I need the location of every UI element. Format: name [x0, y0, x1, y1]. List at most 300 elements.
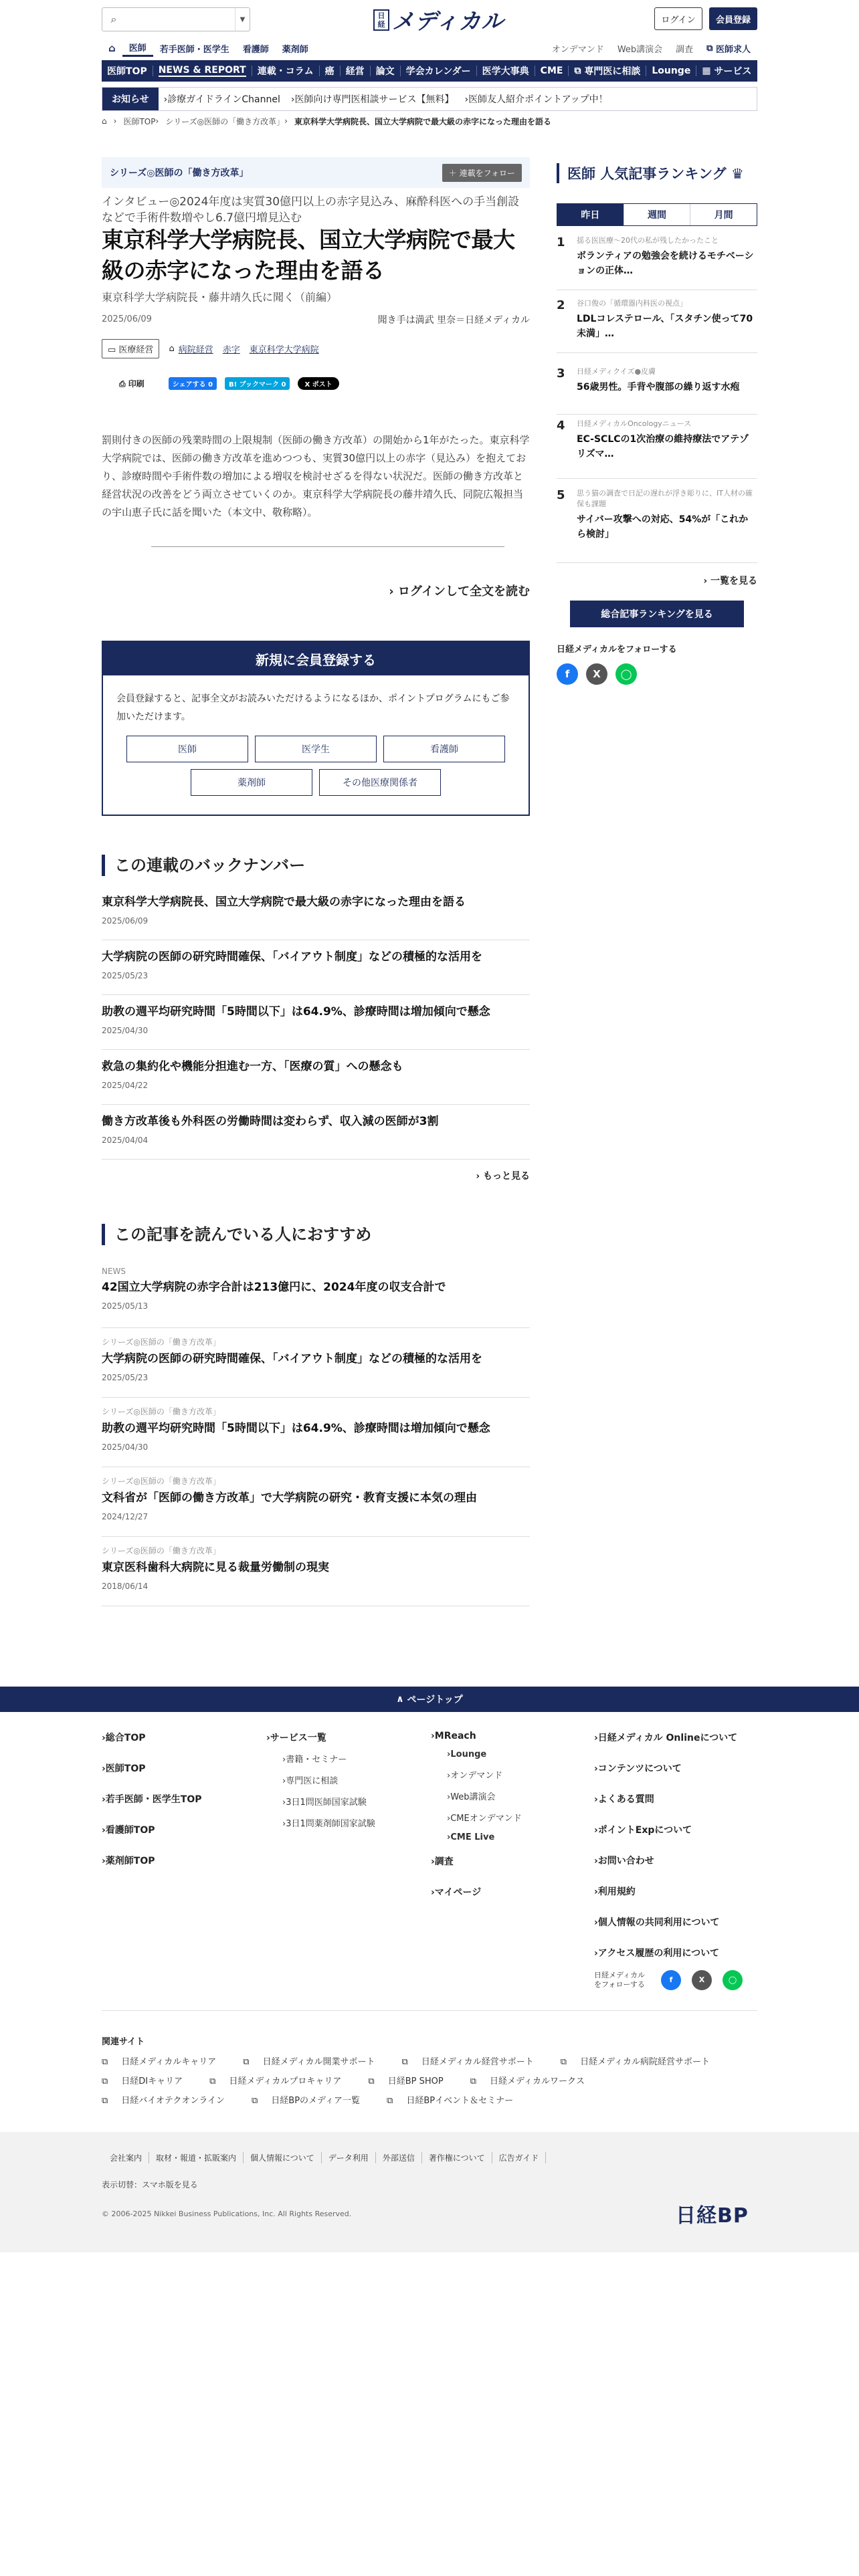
register-box	[102, 641, 530, 816]
ranking-category: 日経メディカルOncologyニュース	[577, 419, 692, 428]
notice-item-label: 診療ガイドラインChannel	[167, 94, 280, 105]
grid-icon: ▦	[702, 66, 714, 76]
folder-icon: ▭	[108, 344, 119, 355]
overall-ranking-button[interactable]: 総合記事ランキングを見る	[570, 601, 744, 627]
nav-job-label: 医師求人	[715, 44, 751, 55]
pagetop-button[interactable]	[0, 1687, 859, 1712]
nav-specialist-label: 専門医に相談	[584, 66, 641, 77]
footer-links	[102, 2152, 546, 2163]
nav-doctor-top[interactable]: 医師TOP	[107, 66, 147, 77]
footer-follow-label: 日経メディカルをフォローする	[594, 1971, 646, 1989]
ranking-number: 1	[557, 235, 565, 249]
register-doctor-button[interactable]: 医師	[126, 736, 248, 762]
chevron-right-icon: ›	[594, 1825, 598, 1836]
article-subtitle: 東京科学大学病院長・藤井靖久氏に聞く（前編）	[102, 291, 338, 304]
register-other-button[interactable]: その他医療関係者	[319, 769, 441, 796]
login-to-read-label: ログインして全文を読む	[397, 584, 530, 599]
nav-series[interactable]: 連載・コラム	[257, 66, 314, 77]
facebook-share-button[interactable]: シェアする 0	[169, 377, 217, 390]
chevron-right-icon: ›	[266, 1733, 270, 1743]
list-item-date: 2025/05/23	[102, 1373, 149, 1382]
footer-link[interactable]	[594, 1761, 737, 1775]
footer-sublink[interactable]	[447, 1768, 522, 1781]
footer-sublink[interactable]	[282, 1752, 375, 1765]
footer-col-1	[102, 1731, 202, 1885]
related-link-label: 日経メディカルキャリア	[121, 2057, 217, 2067]
list-item[interactable]	[102, 1475, 530, 1537]
ranking-item[interactable]	[557, 488, 757, 563]
logo-medical: メディカル	[392, 8, 504, 34]
footer-link[interactable]	[102, 1854, 202, 1867]
chevron-right-icon: ›	[284, 116, 288, 126]
related-link-label: 日経BPイベント＆セミナー	[406, 2096, 514, 2106]
footer-col-4	[594, 1731, 737, 1977]
related-link[interactable]	[102, 2074, 196, 2086]
footer-sublink-label: 書籍・セミナー	[286, 1755, 347, 1765]
footer-link-label: 薬剤師TOP	[105, 1856, 155, 1866]
footer-link-label: よくある質問	[597, 1794, 654, 1805]
list-item-title: 大学病院の医師の研究時間確保、「バイアウト制度」などの積極的な活用を	[102, 1352, 482, 1366]
external-link-icon: ⧉	[401, 2057, 408, 2067]
list-item-title: 文科省が「医師の働き方改革」で大学病院の研究・教育支援に本気の理由	[102, 1491, 477, 1505]
footer-link[interactable]	[102, 1731, 202, 1744]
nav-young-doctor[interactable]: 若手医師・医学生	[159, 44, 229, 55]
ranking-category: 揺る医医療～20代の私が残したかったこと	[577, 236, 719, 245]
pagetop-label: ページトップ	[407, 1695, 463, 1705]
related-sites-heading: 関連サイト	[102, 2037, 145, 2047]
crown-icon: ♛	[731, 166, 744, 182]
series-banner	[102, 157, 530, 188]
chevron-right-icon: ›	[431, 1887, 435, 1898]
notice-item[interactable]	[286, 92, 460, 106]
footer-link-label: 日経メディカル Onlineについて	[597, 1733, 738, 1743]
related-link[interactable]	[243, 2054, 388, 2067]
category-tag[interactable]	[102, 339, 159, 358]
tag-link[interactable]: 病院経営	[178, 344, 213, 355]
footer-sublink-label: 専門医に相談	[286, 1776, 339, 1786]
related-link[interactable]	[402, 2054, 547, 2067]
chevron-right-icon: ›	[464, 94, 469, 105]
ranking-category: 谷口俊の「循環器内科医の視点」	[577, 299, 687, 308]
facebook-icon[interactable]: f	[661, 1970, 681, 1990]
footer-sublink-label: Web講演会	[450, 1792, 496, 1802]
chevron-right-icon: ›	[594, 1856, 598, 1866]
list-item-title: 働き方改革後も外科医の労働時間は変わらず、収入減の医師が3割	[102, 1115, 439, 1128]
article-lead: 罰則付きの医師の残業時間の上限規制（医師の働き方改革）の開始から1年がたった。東京科学大学病院では、医師の働き方改革を進めつつも、実質30億円以上の赤字（見込み）を抱えており、診療時間や手術件数の増加による増収を検討せざるを得ない状況だ。医師の働き方改革と経営状況の改善をどう両立させていくのか。東京科学大学病院長の藤井靖久氏、同院広報担当の宇山恵子氏に話を聞いた（本文中、敬称略）。	[102, 434, 530, 518]
footer-link[interactable]	[266, 1731, 375, 1744]
external-link-icon: ⧉	[387, 2096, 393, 2106]
chevron-right-icon: ›	[282, 1798, 286, 1808]
nav-ondemand[interactable]: オンデマンド	[551, 44, 604, 55]
related-link-label: 日経メディカルプロキャリア	[229, 2076, 342, 2086]
chevron-right-icon: ›	[290, 94, 295, 105]
article-tags	[102, 339, 328, 358]
line-icon[interactable]: ◯	[615, 663, 637, 685]
tag-link[interactable]: 東京科学大学病院	[249, 344, 319, 355]
chevron-down-icon[interactable]: ▼	[235, 8, 250, 31]
list-item-date: 2025/04/04	[102, 1136, 149, 1145]
tab-weekly[interactable]: 週間	[624, 204, 690, 225]
article-title: 東京科学大学病院長、国立大学病院で最大級の赤字になった理由を語る	[102, 227, 515, 284]
follow-series-label: 連載をフォロー	[459, 168, 515, 178]
breadcrumb-link[interactable]: 医師TOP	[123, 116, 156, 126]
related-link-label: 日経バイオテクオンライン	[121, 2096, 225, 2106]
chevron-right-icon: ›	[102, 1856, 106, 1866]
related-link-label: 日経BP SHOP	[387, 2076, 444, 2086]
chevron-right-icon: ›	[155, 116, 159, 126]
chevron-right-icon: ›	[447, 1814, 451, 1824]
chevron-right-icon: ›	[282, 1819, 286, 1829]
list-item-date: 2025/04/30	[102, 1026, 149, 1035]
chevron-right-icon: ›	[594, 1794, 598, 1805]
list-item[interactable]	[102, 948, 530, 995]
footer-col-3	[431, 1731, 522, 1916]
notice-bar	[102, 87, 757, 111]
external-link-icon: ⧉	[470, 2076, 477, 2086]
more-link[interactable]	[401, 1169, 530, 1182]
nav-encyclopedia[interactable]: 医学大事典	[482, 66, 529, 77]
search-icon[interactable]: ⌕	[110, 13, 117, 25]
chevron-right-icon: ›	[102, 1733, 106, 1743]
footer-link-label: 医師TOP	[105, 1763, 146, 1774]
list-item-title: 救急の集約化や機能分担進む一方、「医療の質」への懸念も	[102, 1060, 403, 1073]
chevron-right-icon: ›	[102, 1825, 106, 1836]
external-link-icon: ⧉	[243, 2057, 250, 2067]
nav-survey[interactable]: 調査	[676, 44, 694, 55]
footer-link[interactable]	[594, 1792, 737, 1806]
list-item-category: NEWS	[102, 1267, 126, 1276]
footer-link[interactable]	[594, 1885, 737, 1898]
backnumber-heading: この連載のバックナンバー	[102, 855, 530, 876]
list-item-date: 2025/04/22	[102, 1081, 149, 1090]
login-to-read-link[interactable]	[375, 582, 530, 599]
display-switch-link[interactable]: 表示切替：スマホ版を見る	[102, 2180, 198, 2189]
footer-link[interactable]	[594, 1915, 737, 1929]
chevron-right-icon: ›	[594, 1763, 598, 1774]
footer-sublink-label: 3日1問医師国家試験	[286, 1798, 367, 1808]
chevron-right-icon: ›	[431, 1731, 435, 1741]
register-box-heading: 新規に会員登録する	[103, 642, 529, 675]
x-icon[interactable]: X	[692, 1970, 712, 1990]
footer-link[interactable]	[431, 1731, 522, 1741]
ranking-item[interactable]	[557, 298, 757, 353]
footer-link-label: 看護師TOP	[105, 1825, 155, 1836]
divider	[151, 546, 504, 547]
notice-item-label: 医師友人紹介ポイントアップ中！	[468, 94, 608, 105]
nav-management[interactable]: 経営	[345, 66, 365, 77]
chevron-right-icon: ›	[447, 1832, 451, 1842]
audience-nav	[102, 39, 757, 57]
related-link[interactable]	[387, 2093, 527, 2106]
ranking-item[interactable]	[557, 419, 757, 479]
footer-follow	[594, 1970, 743, 1990]
nav-conference-calendar[interactable]: 学会カレンダー	[405, 66, 471, 77]
chevron-right-icon: ›	[389, 584, 398, 599]
home-icon[interactable]: ⌂	[108, 42, 116, 54]
chevron-right-icon: ›	[163, 94, 168, 105]
article-date: 2025/06/09	[102, 314, 152, 324]
nav-news-report-label: NEWS & REPORT	[158, 65, 246, 76]
list-item-title: 大学病院の医師の研究時間確保、「バイアウト制度」などの積極的な活用を	[102, 950, 482, 964]
chevron-right-icon: ›	[447, 1792, 451, 1802]
footer-bottom-link[interactable]: 著作権について	[422, 2152, 492, 2163]
footer-bottom-link[interactable]: 広告ガイド	[492, 2152, 547, 2163]
article-kicker: インタビュー◎2024年度は実質30億円以上の赤字見込み、麻酔科医への手当創設などで手術件数増やし6.7億円増見込む	[102, 195, 520, 225]
register-pharmacist-button[interactable]: 薬剤師	[191, 769, 312, 796]
ranking-heading-label: 医師 人気記事ランキング	[567, 166, 727, 182]
external-link-icon: ⧉	[102, 2096, 108, 2106]
footer-sublink-label: Lounge	[450, 1749, 487, 1759]
related-link[interactable]	[102, 2054, 229, 2067]
tab-yesterday[interactable]: 昨日	[557, 204, 624, 225]
more-label: もっと見る	[483, 1171, 530, 1182]
home-icon[interactable]: ⌂	[102, 116, 107, 126]
external-link-icon: ⧉	[368, 2076, 375, 2086]
line-icon[interactable]: ◯	[723, 1970, 743, 1990]
related-sites	[102, 2054, 757, 2106]
ranking-more-label: 一覧を見る	[710, 576, 757, 586]
facebook-icon[interactable]: f	[557, 663, 578, 685]
list-item[interactable]	[102, 1336, 530, 1398]
nav-cancer[interactable]: 癌	[324, 66, 335, 77]
logo-nikkei: 日経	[373, 9, 389, 31]
footer-col-2	[266, 1731, 375, 1841]
notice-item-label: 医師向け専門医相談サービス【無料】	[294, 94, 454, 105]
footer-sublink-label: CMEオンデマンド	[450, 1814, 522, 1824]
chevron-right-icon: ›	[594, 1948, 598, 1959]
footer-link[interactable]	[594, 1731, 737, 1744]
list-item[interactable]	[102, 1113, 530, 1160]
external-link-icon: ⧉	[252, 2096, 258, 2106]
list-item[interactable]	[102, 1545, 530, 1606]
list-item[interactable]	[102, 1267, 530, 1328]
follow-series-button[interactable]	[442, 164, 522, 182]
ranking-item[interactable]	[557, 366, 757, 415]
list-item-date: 2025/05/23	[102, 971, 149, 980]
divider	[102, 2010, 757, 2011]
list-item-title: 42国立大学病院の赤字合計は213億円に、2024年度の収支合計で	[102, 1281, 446, 1294]
breadcrumb	[102, 114, 757, 128]
footer-link-label: ポイントExpについて	[597, 1825, 692, 1836]
related-link[interactable]	[209, 2074, 355, 2086]
list-item[interactable]	[102, 1003, 530, 1050]
external-link-icon: ⧉	[102, 2057, 108, 2067]
footer-link-label: サービス一覧	[270, 1733, 326, 1743]
register-student-button[interactable]: 医学生	[255, 736, 377, 762]
related-link[interactable]	[561, 2054, 723, 2067]
related-link-label: 日経メディカル開業サポート	[262, 2057, 375, 2067]
notice-item[interactable]	[459, 92, 613, 106]
chevron-right-icon: ›	[447, 1771, 451, 1781]
sns-links	[557, 663, 637, 685]
nav-pharmacist[interactable]: 薬剤師	[282, 44, 308, 55]
footer-bottom	[0, 2132, 859, 2252]
footer-bottom-link[interactable]: 個人情報について	[244, 2152, 322, 2163]
related-link-label: 日経BPのメディア一覧	[271, 2096, 361, 2106]
chevron-right-icon: ›	[703, 576, 710, 586]
list-item-date: 2018/06/14	[102, 1582, 149, 1591]
footer-link-label: 若手医師・医学生TOP	[105, 1794, 202, 1805]
print-icon: ⎙	[119, 379, 128, 389]
ranking-category: 日経メディクイズ●皮膚	[577, 367, 656, 376]
external-link-icon: ⧉	[102, 2076, 108, 2086]
related-link[interactable]	[368, 2074, 456, 2086]
footer-link-label: 利用規約	[597, 1887, 636, 1897]
footer-sublink-label: 3日1問薬剤師国家試験	[286, 1819, 375, 1829]
ranking-title: LDLコレステロール、「スタチン使って70未満」…	[577, 314, 753, 339]
nav-cme[interactable]: CME	[540, 66, 563, 76]
ranking-item[interactable]	[557, 235, 757, 290]
external-link-icon: ⧉	[706, 43, 716, 53]
nav-job[interactable]	[700, 39, 757, 57]
related-link[interactable]	[470, 2074, 598, 2086]
footer-link-label: マイページ	[434, 1887, 482, 1898]
tag-link[interactable]: 赤字	[222, 344, 240, 355]
footer-sublink-label: CME Live	[450, 1832, 495, 1842]
list-item-category: シリーズ◎医師の「働き方改革」	[102, 1546, 221, 1555]
footer-bottom-link[interactable]: 外部送信	[376, 2152, 422, 2163]
category-tag-label: 医療経営	[118, 344, 154, 355]
chevron-right-icon: ›	[113, 116, 117, 126]
footer-sublink[interactable]	[282, 1774, 375, 1786]
footer-sublink[interactable]	[282, 1795, 375, 1808]
nav-nurse[interactable]: 看護師	[242, 44, 269, 55]
print-button[interactable]	[119, 378, 145, 389]
footer-link-label: コンテンツについて	[597, 1763, 682, 1774]
nav-news-report[interactable]	[153, 60, 252, 82]
list-item-date: 2025/04/30	[102, 1442, 149, 1452]
footer-link[interactable]	[102, 1792, 202, 1806]
ranking-tabs	[557, 203, 757, 226]
footer-link[interactable]	[102, 1823, 202, 1836]
search-box[interactable]	[102, 7, 250, 31]
print-label: 印刷	[128, 379, 145, 389]
chevron-right-icon: ›	[102, 1763, 106, 1774]
chevron-right-icon: ›	[282, 1776, 286, 1786]
related-link[interactable]	[252, 2093, 373, 2106]
nav-services[interactable]	[696, 60, 757, 82]
footer-sublink[interactable]	[447, 1832, 522, 1842]
register-button[interactable]: 会員登録	[709, 7, 757, 30]
register-nurse-button[interactable]: 看護師	[383, 736, 505, 762]
register-box-text: 会員登録すると、記事全文がお読みいただけるようになるほか、ポイントプログラムにもご参加いただけます。	[116, 693, 510, 722]
breadcrumb-current: 東京科学大学病院長、国立大学病院で最大級の赤字になった理由を語る	[294, 116, 551, 126]
site-logo[interactable]	[373, 4, 504, 35]
footer-link[interactable]	[594, 1854, 737, 1867]
chevron-right-icon: ›	[282, 1755, 286, 1765]
footer-link-label: MReach	[434, 1731, 476, 1741]
ranking-more-link[interactable]	[642, 574, 757, 587]
x-post-button[interactable]: X ポスト	[298, 377, 339, 390]
footer-sublink[interactable]	[447, 1749, 522, 1759]
ranking-category: 思う猫の調査で日記の遅れが浮き彫りに、IT人材の確保も課題	[577, 489, 753, 508]
nav-papers[interactable]: 論文	[375, 66, 395, 77]
related-link-label: 日経メディカル病院経営サポート	[580, 2057, 710, 2067]
list-item-category: シリーズ◎医師の「働き方改革」	[102, 1337, 221, 1347]
footer-sublink-label: オンデマンド	[450, 1771, 503, 1781]
external-link-icon: ⧉	[574, 66, 585, 76]
share-bar	[119, 377, 339, 390]
list-item-title: 東京医科歯科大病院に見る裁量労働制の現実	[102, 1561, 329, 1574]
tag-icon: ⌂	[169, 343, 175, 354]
related-link-label: 日経DIキャリア	[121, 2076, 183, 2086]
list-item-category: シリーズ◎医師の「働き方改革」	[102, 1407, 221, 1416]
tab-monthly[interactable]: 月間	[690, 204, 757, 225]
footer-link[interactable]	[431, 1854, 522, 1868]
series-title[interactable]: シリーズ◎医師の「働き方改革」	[110, 168, 249, 179]
footer-bottom-link[interactable]: データ利用	[322, 2152, 376, 2163]
login-button[interactable]: ログイン	[654, 7, 702, 30]
chevron-right-icon: ›	[431, 1856, 435, 1867]
nav-web-lecture[interactable]: Web講演会	[617, 44, 663, 55]
ranking-title: EC-SCLCの1次治療の維持療法でアテゾリズマ…	[577, 434, 749, 459]
footer-bottom-link[interactable]: 取材・報道・拡販案内	[149, 2152, 244, 2163]
chevron-right-icon: ›	[594, 1887, 598, 1897]
list-item-title: 助教の週平均研究時間「5時間以下」は64.9%、診療時間は増加傾向で懸念	[102, 1422, 490, 1435]
list-item-date: 2024/12/27	[102, 1512, 149, 1521]
follow-heading: 日経メディカルをフォローする	[557, 645, 677, 655]
ranking-heading	[557, 163, 757, 183]
nav-doctor[interactable]: 医師	[122, 39, 153, 57]
ranking-title: ボランティアの勉強会を続けるモチベーションの正体…	[577, 251, 754, 276]
notice-label: お知らせ	[102, 88, 159, 110]
footer-link-label: 調査	[434, 1856, 454, 1867]
footer-link[interactable]	[431, 1885, 522, 1899]
x-icon[interactable]: X	[586, 663, 607, 685]
list-item[interactable]	[102, 893, 530, 940]
footer-link[interactable]	[102, 1761, 202, 1775]
ranking-number: 3	[557, 366, 565, 381]
ranking-number: 5	[557, 488, 565, 502]
notice-item[interactable]	[159, 92, 286, 106]
list-item-category: シリーズ◎医師の「働き方改革」	[102, 1477, 221, 1486]
footer-sublink[interactable]	[282, 1816, 375, 1829]
plus-icon: ＋	[448, 168, 460, 178]
hatena-bookmark-button[interactable]: B! ブックマーク 0	[225, 377, 290, 390]
breadcrumb-link[interactable]: シリーズ◎医師の「働き方改革」	[165, 116, 285, 126]
recommend-heading: この記事を読んでいる人におすすめ	[102, 1224, 530, 1245]
footer-link[interactable]	[594, 1946, 737, 1959]
main-nav	[102, 60, 757, 82]
chevron-right-icon: ›	[102, 1794, 106, 1805]
related-link-label: 日経メディカルワークス	[490, 2076, 585, 2086]
footer-bottom-link[interactable]: 会社案内	[102, 2152, 149, 2163]
external-link-icon: ⧉	[209, 2076, 216, 2086]
external-link-icon: ⧉	[560, 2057, 567, 2067]
list-item[interactable]	[102, 1406, 530, 1467]
list-item-date: 2025/05/13	[102, 1301, 149, 1311]
chevron-up-icon: ∧	[396, 1694, 407, 1705]
related-link-label: 日経メディカル経営サポート	[421, 2057, 534, 2067]
article-author: 聞き手は満武 里奈＝日経メディカル	[377, 315, 530, 326]
ranking-number: 4	[557, 419, 565, 433]
footer-sublink[interactable]	[447, 1790, 522, 1802]
chevron-right-icon: ›	[594, 1733, 598, 1743]
related-link[interactable]	[102, 2093, 238, 2106]
footer-link[interactable]	[594, 1823, 737, 1836]
nav-specialist-consult[interactable]	[569, 60, 646, 82]
chevron-right-icon: ›	[476, 1171, 483, 1182]
footer-link-label: 総合TOP	[105, 1733, 146, 1743]
list-item[interactable]	[102, 1058, 530, 1105]
nikkei-bp-logo[interactable]: 日経BP	[676, 2204, 749, 2228]
nav-lounge[interactable]: Lounge	[652, 66, 691, 76]
list-item-title: 東京科学大学病院長、国立大学病院で最大級の赤字になった理由を語る	[102, 895, 466, 909]
footer-link-label: 個人情報の共同利用について	[597, 1917, 720, 1928]
chevron-right-icon: ›	[594, 1917, 598, 1928]
footer-sublink[interactable]	[447, 1811, 522, 1824]
nav-services-label: サービス	[714, 66, 752, 77]
